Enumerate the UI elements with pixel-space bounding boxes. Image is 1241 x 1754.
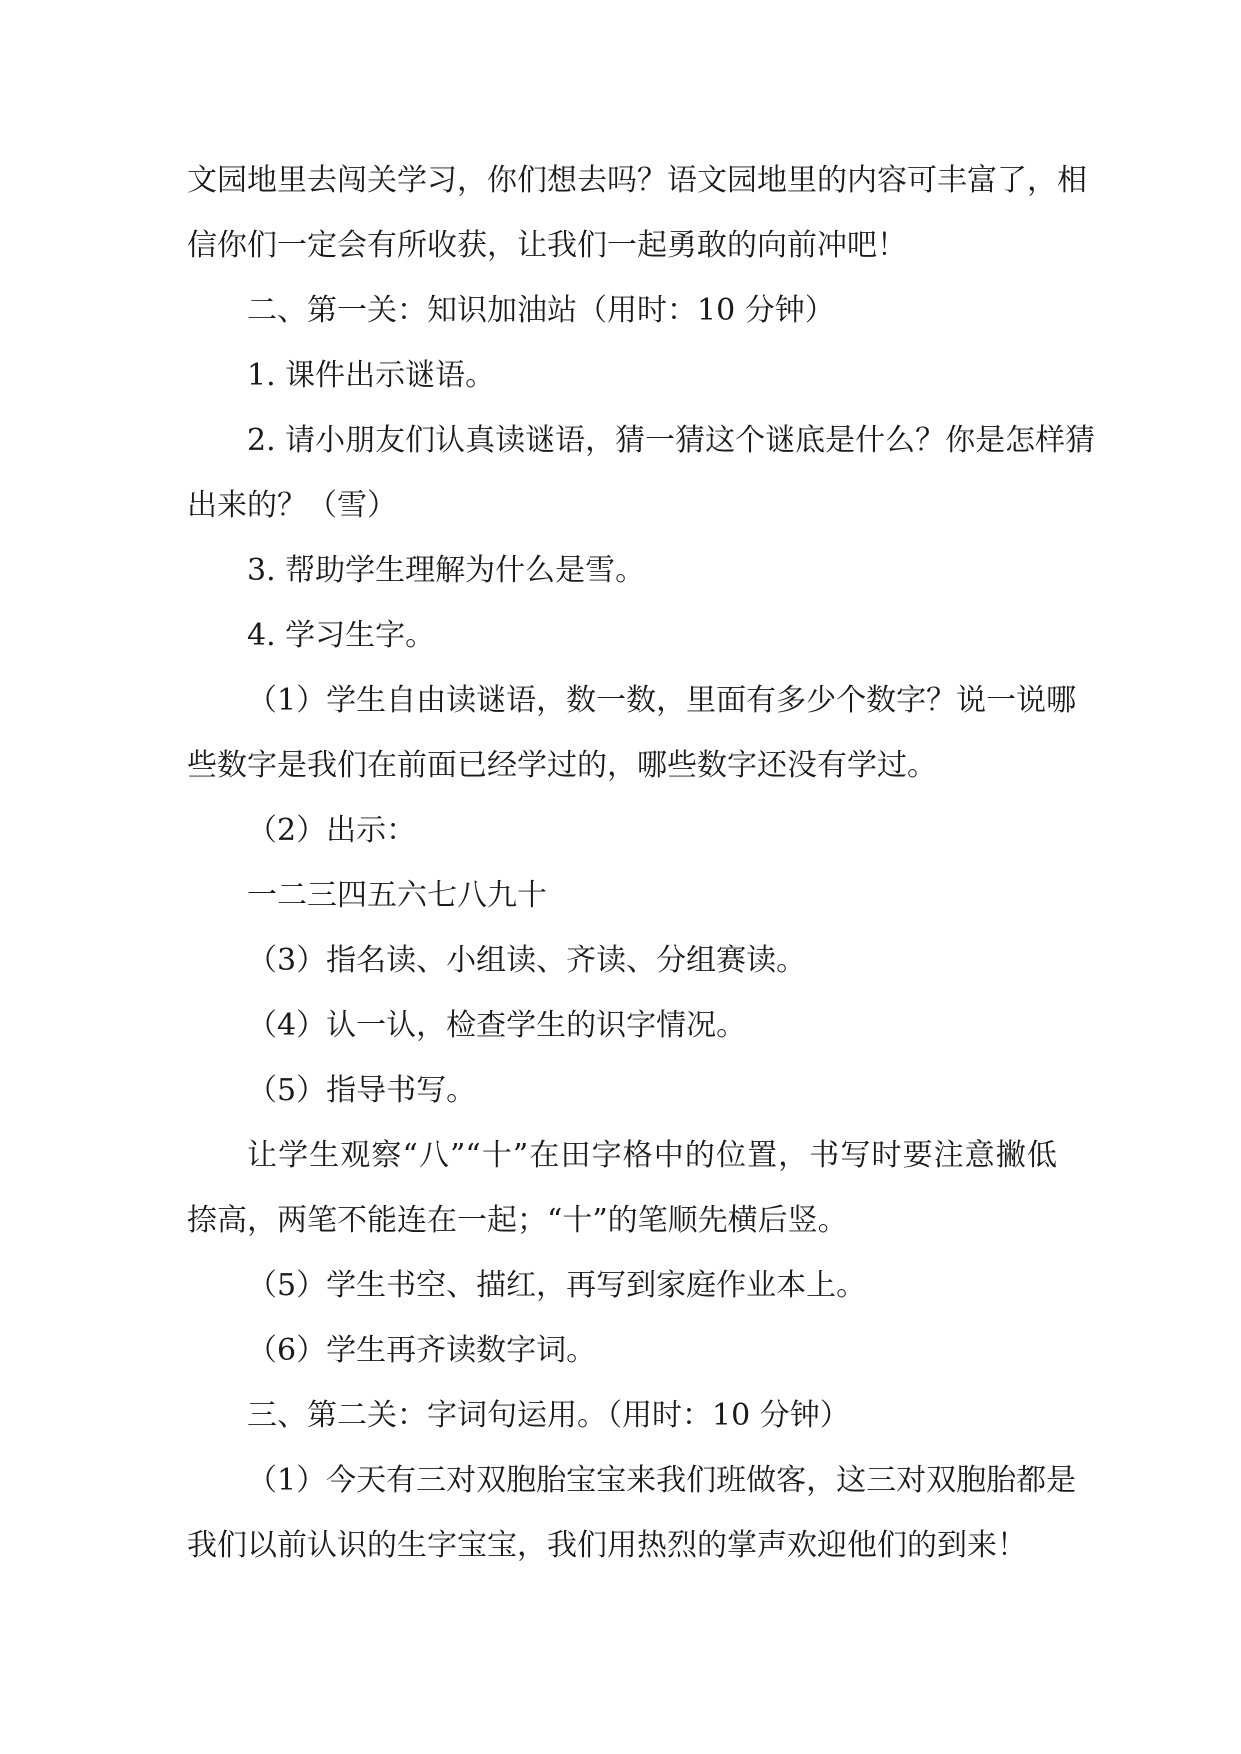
text-line: 一二三四五六七八九十 (247, 878, 547, 913)
text-line: （2）出示： (247, 813, 417, 848)
text-line: 1. 课件出示谜语。 (247, 358, 496, 393)
text-line: 3. 帮助学生理解为什么是雪。 (247, 553, 646, 588)
text-line: （5）指导书写。 (247, 1073, 477, 1108)
text-line: 让学生观察“八”“十”在田字格中的位置，书写时要注意撇低 (247, 1138, 1057, 1173)
section-heading: 三、第二关：字词句运用。（用时：10 分钟） (247, 1398, 850, 1433)
text-line: （1）今天有三对双胞胎宝宝来我们班做客，这三对双胞胎都是 (247, 1463, 1077, 1498)
document-body (187, 161, 1096, 1591)
text-line: 信你们一定会有所收获，让我们一起勇敢的向前冲吧！ (187, 228, 907, 263)
text-line: 4. 学习生字。 (247, 618, 436, 653)
text-line: （4）认一认，检查学生的识字情况。 (247, 1008, 747, 1043)
text-line: 文园地里去闯关学习，你们想去吗？语文园地里的内容可丰富了，相 (187, 163, 1087, 198)
text-line: 些数字是我们在前面已经学过的，哪些数字还没有学过。 (187, 748, 937, 783)
text-line: 捺高，两笔不能连在一起；“十”的笔顺先横后竖。 (187, 1203, 848, 1238)
text-line: （6）学生再齐读数字词。 (247, 1333, 597, 1368)
text-line: （1）学生自由读谜语，数一数，里面有多少个数字？说一说哪 (247, 683, 1077, 718)
text-line: （3）指名读、小组读、齐读、分组赛读。 (247, 943, 807, 978)
text-line: 2. 请小朋友们认真读谜语，猜一猜这个谜底是什么？你是怎样猜 (247, 423, 1096, 458)
text-line: （5）学生书空、描红，再写到家庭作业本上。 (247, 1268, 867, 1303)
section-heading: 二、第一关：知识加油站（用时：10 分钟） (247, 293, 835, 328)
text-line: 我们以前认识的生字宝宝，我们用热烈的掌声欢迎他们的到来！ (187, 1528, 1027, 1563)
text-line: 出来的？（雪） (187, 488, 397, 523)
